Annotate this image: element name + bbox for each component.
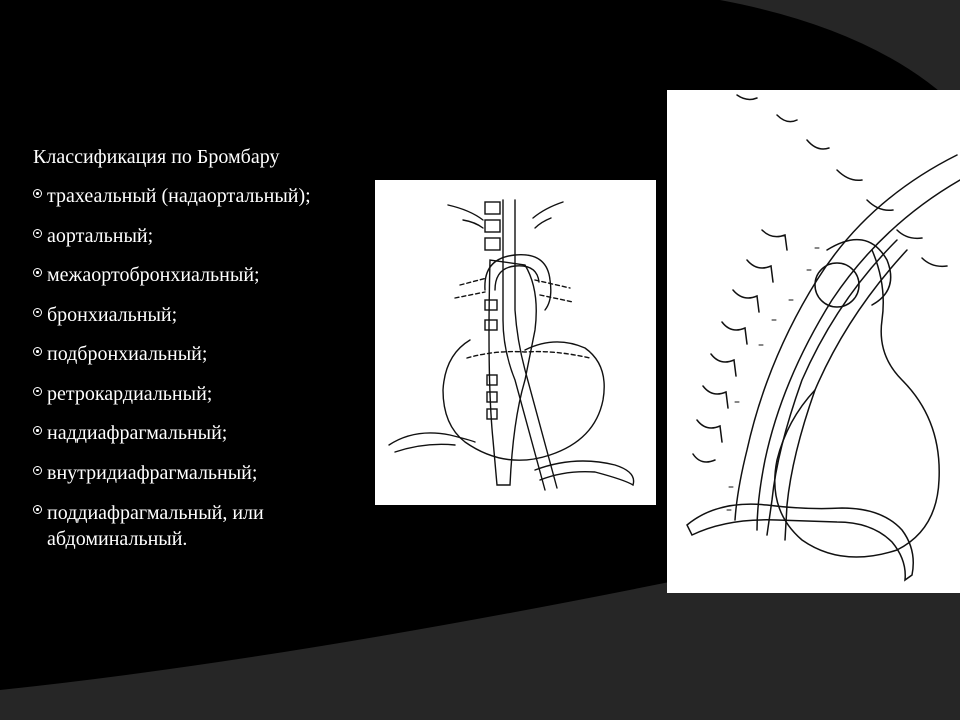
list-item: аортальный; — [33, 224, 393, 248]
bullet-icon — [33, 387, 42, 396]
bullet-icon — [33, 229, 42, 238]
list-item: внутридиафрагмальный; — [33, 461, 393, 485]
classification-list — [33, 184, 393, 568]
list-item: трахеальный (надаортальный); — [33, 184, 393, 208]
esophagus-diverticulum-frontal-icon — [375, 180, 656, 505]
list-item: поддиафрагмальный, или абдоминальный. — [33, 500, 367, 552]
bullet-icon — [33, 505, 42, 514]
list-item: межаортобронхиальный; — [33, 263, 393, 287]
bullet-icon — [33, 268, 42, 277]
bullet-icon — [33, 308, 42, 317]
bullet-icon — [33, 466, 42, 475]
bullet-icon — [33, 347, 42, 356]
lateral-diagram — [667, 90, 960, 593]
esophagus-diverticulum-lateral-icon — [667, 90, 960, 593]
frontal-diagram — [375, 180, 656, 505]
slide-title: Классификация по Бромбару — [33, 146, 280, 168]
bullet-icon — [33, 426, 42, 435]
list-item: ретрокардиальный; — [33, 382, 393, 406]
list-item: бронхиальный; — [33, 303, 393, 327]
bullet-icon — [33, 189, 42, 198]
list-item: наддиафрагмальный; — [33, 421, 393, 445]
list-item: подбронхиальный; — [33, 342, 393, 366]
